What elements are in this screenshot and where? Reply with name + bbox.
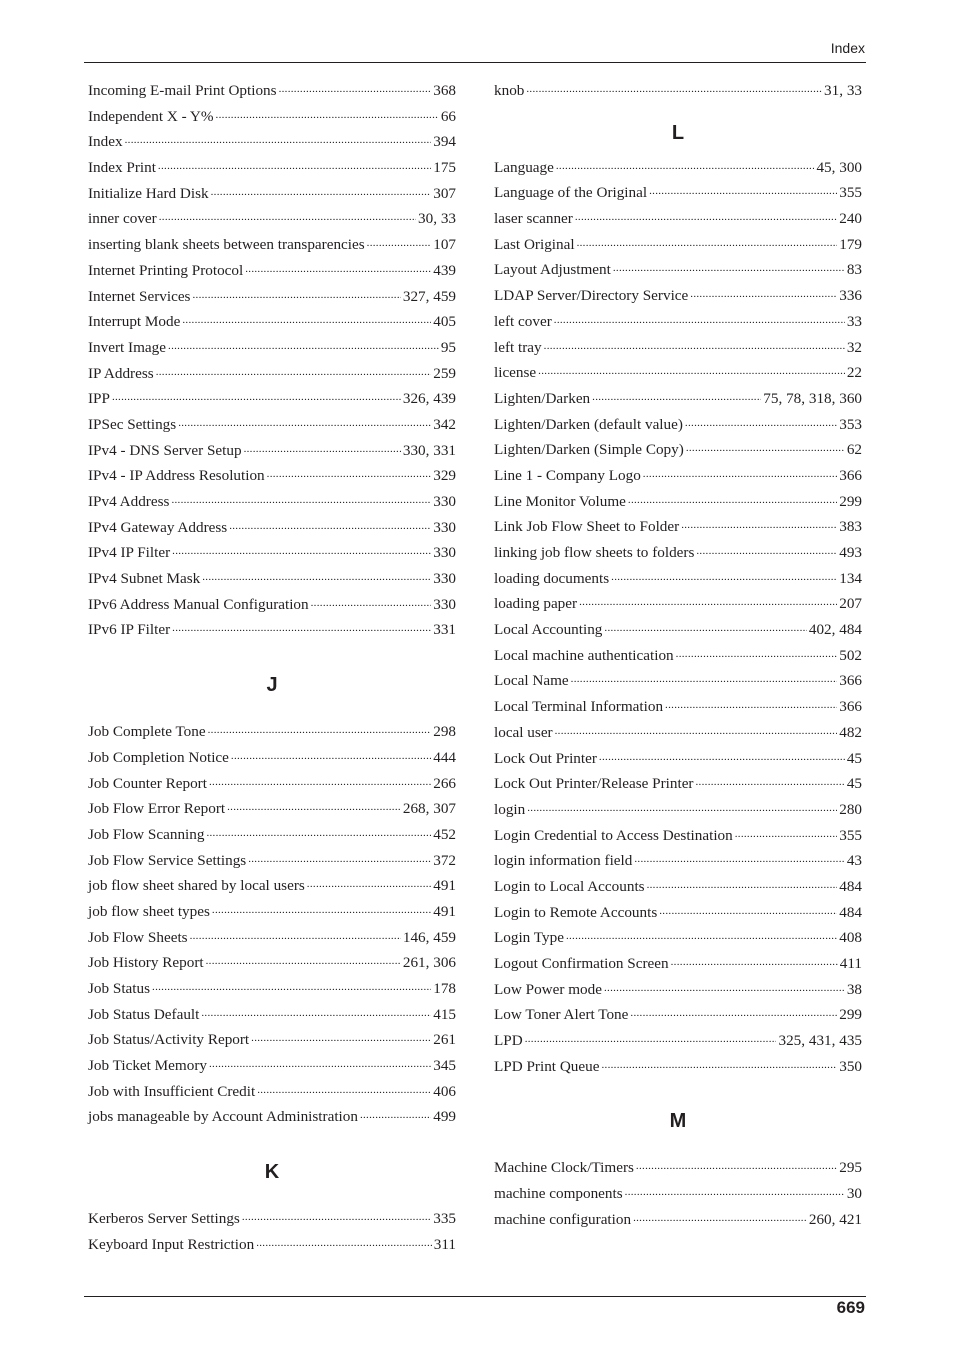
index-term: loading documents — [494, 569, 610, 587]
index-page-refs: 402, 484 — [808, 621, 862, 639]
dot-leader — [172, 618, 431, 636]
index-group-k — [88, 1210, 456, 1261]
dot-leader — [307, 874, 431, 892]
index-page-refs: 482 — [839, 723, 862, 741]
index-term: LPD Print Queue — [494, 1057, 600, 1075]
index-term: Kerberos Server Settings — [88, 1210, 240, 1228]
index-page-refs: 330 — [433, 570, 456, 588]
dot-leader — [206, 823, 431, 841]
index-term: job flow sheet shared by local users — [88, 877, 305, 895]
index-term: IPv4 - DNS Server Setup — [88, 441, 242, 459]
index-page-refs: 179 — [839, 235, 862, 253]
index-term: Login to Remote Accounts — [494, 903, 658, 921]
index-term: Lighten/Darken — [494, 389, 591, 407]
index-term: IPv4 Address — [88, 493, 170, 510]
index-term: Initialize Hard Disk — [88, 184, 209, 202]
index-term: login — [494, 800, 526, 818]
index-page-refs: 299 — [839, 492, 862, 510]
index-term: IPv4 - IP Address Resolution — [88, 467, 265, 485]
dot-leader — [208, 720, 432, 738]
index-page-refs: 372 — [433, 851, 456, 869]
index-term: Link Job Flow Sheet to Folder — [494, 518, 680, 536]
index-entry — [88, 621, 456, 647]
index-page-refs: 330 — [433, 518, 456, 536]
index-term: Job Flow Scanning — [88, 825, 205, 843]
dot-leader — [599, 747, 845, 765]
dot-leader — [211, 182, 432, 200]
index-page-refs: 134 — [839, 569, 862, 587]
index-page-refs: 493 — [839, 544, 862, 561]
dot-leader — [227, 797, 401, 815]
dot-leader — [630, 1003, 837, 1021]
index-page-refs: 336 — [839, 287, 862, 305]
dot-leader — [182, 310, 431, 328]
index-page-refs: 22 — [846, 364, 862, 382]
index-page-refs: 83 — [846, 261, 862, 279]
dot-leader — [671, 952, 838, 970]
dot-leader — [571, 669, 838, 687]
index-entry — [88, 1108, 456, 1134]
index-term: IPv4 Subnet Mask — [88, 570, 201, 588]
index-term: LDAP Server/Directory Service — [494, 287, 689, 305]
index-page-refs: 366 — [839, 672, 862, 690]
dot-leader — [659, 901, 837, 919]
index-page-refs: 295 — [839, 1159, 862, 1177]
index-term: Login Credential to Access Destination — [494, 826, 733, 844]
dot-leader — [248, 849, 431, 867]
index-term: license — [494, 364, 537, 382]
dot-leader — [367, 233, 432, 251]
dot-leader — [681, 515, 837, 533]
index-term: Logout Confirmation Screen — [494, 955, 669, 972]
index-term: LPD — [494, 1032, 523, 1050]
dot-leader — [267, 464, 432, 482]
dot-leader — [244, 439, 401, 457]
dot-leader — [604, 618, 806, 636]
index-term: Job Counter Report — [88, 774, 207, 792]
dot-leader — [613, 258, 845, 276]
index-term: Low Toner Alert Tone — [494, 1006, 629, 1024]
index-page-refs: 268, 307 — [402, 800, 456, 818]
dot-leader — [690, 284, 837, 302]
index-page-refs: 491 — [433, 877, 456, 895]
index-page-refs: 75, 78, 318, 360 — [763, 389, 862, 407]
index-term: IPv4 Gateway Address — [88, 518, 228, 536]
dot-leader — [229, 516, 431, 534]
index-group-j — [88, 723, 456, 1134]
index-page-refs: 366 — [839, 466, 862, 484]
index-term: login information field — [494, 852, 633, 870]
index-page-refs: 330 — [433, 493, 456, 510]
index-page-refs: 350 — [839, 1057, 862, 1075]
index-term: Job with Insufficient Credit — [88, 1082, 256, 1100]
index-term: Job Status — [88, 980, 151, 997]
index-group-i — [88, 82, 456, 647]
index-term: Lighten/Darken (default value) — [494, 415, 683, 433]
index-term: Job Flow Service Settings — [88, 851, 247, 869]
index-term: Lock Out Printer/Release Printer — [494, 775, 694, 793]
dot-leader — [643, 464, 837, 482]
dot-leader — [579, 592, 837, 610]
index-page-refs: 415 — [433, 1005, 456, 1023]
dot-leader — [538, 361, 845, 379]
index-term: machine configuration — [494, 1210, 632, 1228]
index-page-refs: 45 — [846, 775, 862, 793]
index-term: Local Terminal Information — [494, 698, 664, 716]
index-term: Interrupt Mode — [88, 313, 181, 331]
index-page-refs: 240 — [839, 210, 862, 228]
index-term: Internet Printing Protocol — [88, 261, 244, 279]
index-group-l — [494, 159, 862, 1084]
index-term: Login to Local Accounts — [494, 877, 645, 895]
index-term: Local machine authentication — [494, 646, 674, 664]
index-page-refs: 31, 33 — [824, 82, 862, 99]
index-term: IPP — [88, 390, 110, 408]
index-term: Local Name — [494, 672, 569, 690]
index-term: local user — [494, 723, 553, 741]
dot-leader — [633, 1208, 807, 1226]
dot-leader — [735, 824, 837, 842]
index-page-refs: 491 — [433, 902, 456, 920]
index-page-refs: 259 — [433, 364, 456, 382]
dot-leader — [156, 362, 432, 380]
index-page-refs: 326, 439 — [402, 390, 456, 408]
dot-leader — [556, 156, 815, 174]
index-term: Layout Adjustment — [494, 261, 611, 279]
index-term: Independent X - Y% — [88, 107, 214, 125]
dot-leader — [242, 1207, 431, 1225]
footer-rule — [84, 1296, 866, 1297]
index-page-refs: 355 — [839, 826, 862, 844]
index-term: left cover — [494, 312, 552, 330]
index-term: Invert Image — [88, 338, 167, 356]
dot-leader — [112, 387, 401, 405]
section-heading-l: L — [671, 121, 685, 144]
index-page-refs: 107 — [433, 236, 456, 254]
index-entry — [88, 1236, 456, 1262]
index-entry — [494, 82, 862, 108]
dot-leader — [625, 1182, 845, 1200]
dot-leader — [168, 336, 439, 354]
dot-leader — [209, 772, 431, 790]
dot-leader — [526, 79, 822, 97]
dot-leader — [152, 977, 431, 995]
index-page-refs: 330 — [433, 595, 456, 613]
index-term: Keyboard Input Restriction — [88, 1235, 255, 1253]
index-term: Job Status Default — [88, 1005, 200, 1023]
dot-leader — [544, 336, 845, 354]
index-term: Line 1 - Company Logo — [494, 466, 641, 484]
index-page-refs: 484 — [839, 903, 862, 921]
index-page-refs: 452 — [433, 825, 456, 843]
index-term: Job Completion Notice — [88, 748, 229, 766]
index-page-refs: 261, 306 — [402, 954, 456, 972]
index-page-refs: 30 — [846, 1185, 862, 1203]
dot-leader — [647, 875, 838, 893]
dot-leader — [212, 900, 431, 918]
dot-leader — [202, 567, 431, 585]
index-term: job flow sheet types — [88, 902, 210, 920]
index-page-refs: 311 — [433, 1235, 456, 1253]
dot-leader — [685, 413, 837, 431]
dot-leader — [311, 593, 432, 611]
dot-leader — [628, 490, 837, 508]
index-entry — [494, 1058, 862, 1084]
dot-leader — [604, 978, 845, 996]
index-page-refs: 33 — [846, 312, 862, 330]
index-page-refs: 439 — [433, 261, 456, 279]
index-page-refs: 330 — [433, 544, 456, 562]
index-term: Low Power mode — [494, 980, 602, 998]
index-page-refs: 207 — [839, 595, 862, 613]
index-term: loading paper — [494, 595, 578, 613]
index-term: IPv6 Address Manual Configuration — [88, 595, 309, 613]
index-page-refs: 43 — [846, 852, 862, 870]
dot-leader — [649, 181, 837, 199]
index-term: Lock Out Printer — [494, 749, 597, 767]
index-term: knob — [494, 82, 525, 99]
index-group-k-continued — [494, 82, 862, 108]
index-term: Machine Clock/Timers — [494, 1159, 634, 1177]
index-page-refs: 178 — [433, 980, 456, 997]
index-page-refs: 484 — [839, 877, 862, 895]
index-term: Line Monitor Volume — [494, 492, 626, 510]
index-term: Incoming E-mail Print Options — [88, 82, 277, 99]
dot-leader — [566, 926, 837, 944]
dot-leader — [251, 1028, 431, 1046]
dot-leader — [192, 285, 400, 303]
index-term: Index — [88, 133, 123, 151]
index-page-refs: 335 — [433, 1210, 456, 1228]
index-page-refs: 260, 421 — [808, 1210, 862, 1228]
dot-leader — [575, 207, 837, 225]
index-term: laser scanner — [494, 210, 573, 228]
index-term: Job Status/Activity Report — [88, 1031, 250, 1049]
index-term: IP Address — [88, 364, 154, 382]
index-page-refs: 411 — [839, 955, 862, 972]
index-page-refs: 406 — [433, 1082, 456, 1100]
index-term: left tray — [494, 338, 542, 356]
dot-leader — [190, 926, 401, 944]
dot-leader — [158, 156, 431, 174]
index-page-refs: 95 — [440, 338, 456, 356]
index-term: Login Type — [494, 929, 564, 947]
dot-leader — [696, 541, 837, 559]
index-page-refs: 146, 459 — [402, 928, 456, 946]
index-page-refs: 175 — [433, 159, 456, 177]
dot-leader — [171, 490, 431, 508]
index-term: linking job flow sheets to folders — [494, 544, 695, 561]
dot-leader — [172, 541, 431, 559]
index-page-refs: 345 — [433, 1057, 456, 1075]
index-page-refs: 45, 300 — [816, 158, 862, 176]
index-page-refs: 280 — [839, 800, 862, 818]
dot-leader — [216, 105, 439, 123]
dot-leader — [696, 772, 845, 790]
index-group-m — [494, 1159, 862, 1236]
index-term: Lighten/Darken (Simple Copy) — [494, 441, 684, 459]
index-page-refs: 355 — [839, 184, 862, 202]
dot-leader — [201, 1003, 431, 1021]
index-page-refs: 307 — [433, 184, 456, 202]
dot-leader — [245, 259, 431, 277]
dot-leader — [125, 130, 432, 148]
index-term: inserting blank sheets between transparencies — [88, 236, 365, 254]
dot-leader — [257, 1080, 431, 1098]
dot-leader — [525, 1029, 777, 1047]
index-term: Job Ticket Memory — [88, 1057, 207, 1075]
dot-leader — [665, 695, 837, 713]
index-page-refs: 298 — [433, 723, 456, 741]
index-column-right — [494, 82, 862, 1237]
index-term: machine components — [494, 1185, 623, 1203]
index-term: IPSec Settings — [88, 415, 177, 433]
index-page-refs: 261 — [433, 1031, 456, 1049]
index-term: Job Flow Error Report — [88, 800, 226, 818]
index-term: Index Print — [88, 159, 156, 177]
index-page-refs: 30, 33 — [418, 210, 456, 228]
index-page-refs: 32 — [846, 338, 862, 356]
index-page-refs: 342 — [433, 415, 456, 433]
dot-leader — [636, 1156, 837, 1174]
index-page-refs: 368 — [433, 82, 456, 99]
index-term: inner cover — [88, 210, 157, 228]
index-term: Local Accounting — [494, 621, 603, 639]
dot-leader — [279, 79, 432, 97]
index-term: IPv4 IP Filter — [88, 544, 171, 562]
index-page-refs: 325, 431, 435 — [778, 1032, 862, 1050]
index-term: Language — [494, 158, 554, 176]
dot-leader — [676, 644, 838, 662]
index-page-refs: 38 — [846, 980, 862, 998]
index-page-refs: 266 — [433, 774, 456, 792]
index-page-refs: 327, 459 — [402, 287, 456, 305]
index-term: Job History Report — [88, 954, 204, 972]
index-term: jobs manageable by Account Administration — [88, 1108, 358, 1126]
index-page-refs: 383 — [839, 518, 862, 536]
index-entry — [494, 1211, 862, 1237]
index-page-refs: 502 — [839, 646, 862, 664]
index-page-refs: 330, 331 — [402, 441, 456, 459]
index-term: Last Original — [494, 235, 575, 253]
index-term: Internet Services — [88, 287, 191, 305]
index-page-refs: 329 — [433, 467, 456, 485]
index-page-refs: 353 — [839, 415, 862, 433]
index-page-refs: 394 — [433, 133, 456, 151]
dot-leader — [209, 1054, 431, 1072]
dot-leader — [256, 1233, 432, 1251]
dot-leader — [611, 567, 837, 585]
index-term: Job Complete Tone — [88, 723, 206, 741]
index-page-refs: 366 — [839, 698, 862, 716]
section-heading-k: K — [264, 1160, 280, 1183]
running-header: Index — [830, 40, 865, 56]
index-term: Language of the Original — [494, 184, 648, 202]
dot-leader — [206, 951, 401, 969]
index-term: IPv6 IP Filter — [88, 621, 171, 639]
index-column-left — [88, 82, 456, 1262]
dot-leader — [555, 721, 838, 739]
index-page-refs: 499 — [433, 1108, 456, 1126]
index-page-refs: 408 — [839, 929, 862, 947]
dot-leader — [634, 849, 844, 867]
dot-leader — [686, 438, 845, 456]
index-term: Job Flow Sheets — [88, 928, 188, 946]
index-page-refs: 299 — [839, 1006, 862, 1024]
dot-leader — [592, 387, 761, 405]
index-page-refs: 405 — [433, 313, 456, 331]
index-page-refs: 62 — [846, 441, 862, 459]
section-heading-j: J — [266, 673, 278, 696]
dot-leader — [527, 798, 837, 816]
dot-leader — [178, 413, 431, 431]
dot-leader — [159, 207, 416, 225]
dot-leader — [577, 233, 838, 251]
index-page-refs: 331 — [433, 621, 456, 639]
page-number: 669 — [836, 1298, 865, 1317]
dot-leader — [554, 310, 845, 328]
dot-leader — [360, 1105, 431, 1123]
dot-leader — [601, 1055, 837, 1073]
index-page-refs: 66 — [440, 107, 456, 125]
dot-leader — [231, 746, 431, 764]
section-heading-m: M — [669, 1109, 687, 1132]
header-rule — [84, 62, 866, 63]
index-page-refs: 45 — [846, 749, 862, 767]
index-page-refs: 444 — [433, 748, 456, 766]
